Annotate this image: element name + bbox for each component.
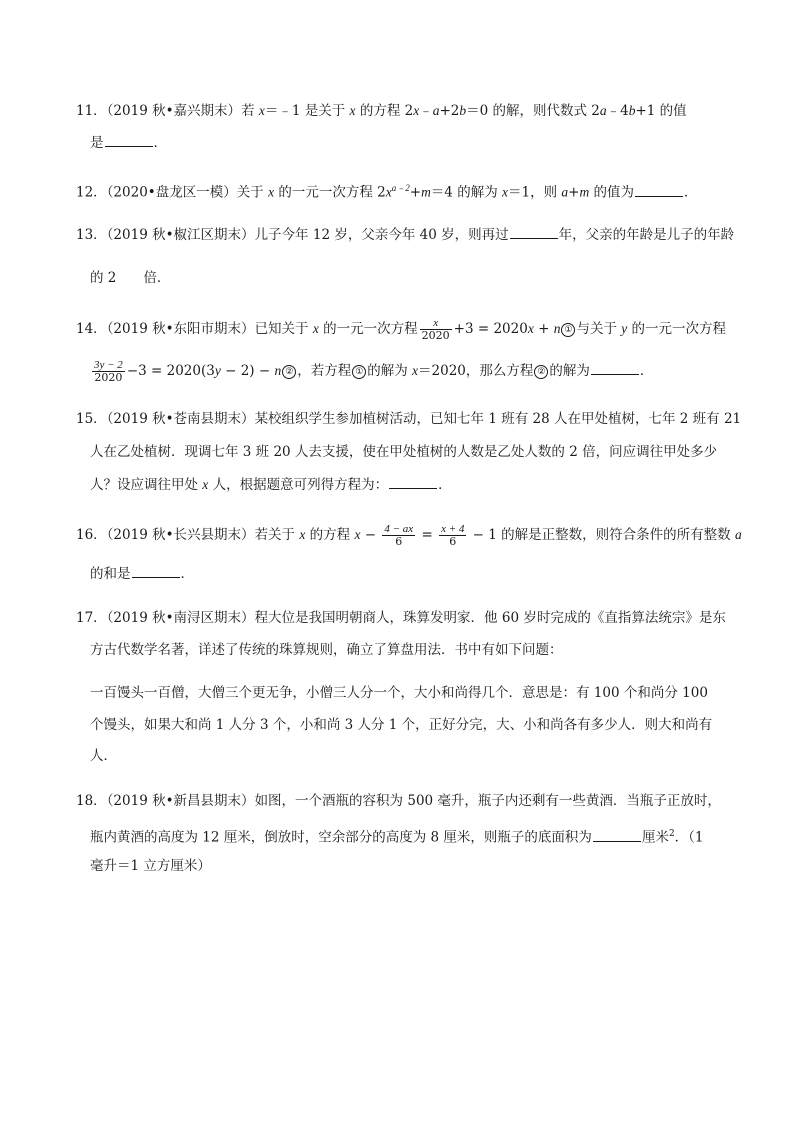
answer-blank[interactable] — [591, 360, 639, 375]
question-15-line-3: 人？设应调往甲处 x 人，根据题意可列得方程为： ． — [90, 474, 452, 495]
question-18-line-3: 毫升＝1 立方厘米） — [90, 858, 211, 874]
question-14-line-1: 14．（2019 秋•东阳市期末）已知关于 x 的一元一次方程 $\frac{x}{2020}$ +3 = 2020x + n ① 与关于 y 的一元一次方程 — [76, 317, 727, 342]
answer-blank[interactable] — [510, 224, 558, 239]
circled-two-icon: ② — [282, 365, 296, 379]
answer-blank[interactable] — [635, 182, 683, 197]
question-13-line-1: 13．（2019 秋•椒江区期末）儿子今年 12 岁，父亲今年 40 岁，则再过 年，父亲的年龄是儿子的年龄 — [76, 224, 734, 245]
question-17-line-2: 方古代数学名著，详述了传统的珠算规则，确立了算盘用法．书中有如下问题： — [90, 642, 563, 658]
question-14-line-2: $\frac{3y - 2}{2020}$ −3 = 2020(3y − 2) − n ② ，若方程 ① 的解为 x＝2020，那么方程 ② 的解为 ． — [94, 359, 654, 384]
question-13-line-2: 的 2 倍． — [90, 270, 171, 286]
fraction: $\frac{3y - 2}{2020}$ — [94, 359, 123, 384]
question-18-line-2: 瓶内黄酒的高度为 12 厘米，倒放时，空余部分的高度为 8 厘米，则瓶子的底面积为 厘米$^2$．（1 — [90, 824, 704, 848]
question-source: （2019 秋•苍南县期末） — [106, 411, 255, 427]
circled-one-icon: ① — [561, 323, 575, 337]
question-source: （2019 秋•长兴县期末） — [106, 527, 255, 543]
question-source: （2019 秋•新昌县期末） — [106, 793, 255, 809]
question-source: （2019 秋•嘉兴期末） — [106, 103, 242, 119]
question-15-line-1: 15．（2019 秋•苍南县期末）某校组织学生参加植树活动，已知七年 1 班有 28 人在甲处植树，七年 2 班有 21 — [76, 411, 742, 427]
question-number: 16． — [76, 527, 107, 543]
fraction: $\frac{x}{2020}$ — [421, 317, 450, 342]
circled-two-icon: ② — [534, 365, 548, 379]
circled-one-icon: ① — [352, 365, 366, 379]
question-source: （2019 秋•椒江区期末） — [106, 227, 255, 243]
answer-blank[interactable] — [593, 827, 641, 842]
question-17-line-3: 一百馒头一百僧，大僧三个更无争，小僧三人分一个，大小和尚得几个．意思是：有 100 个和尚分 100 — [90, 685, 708, 701]
question-source: （2019 秋•南浔区期末） — [106, 610, 255, 626]
fraction: $\frac{x + 4}{6}$ — [441, 523, 465, 548]
question-18-line-1: 18．（2019 秋•新昌县期末）如图，一个酒瓶的容积为 500 毫升，瓶子内还剩有一些黄酒．当瓶子正放时， — [76, 793, 721, 809]
question-12-line-1: 12．（2020•盘龙区一模）关于 x 的一元一次方程 $2x^{a﹣2}+m=4$ 的解为 x＝1，则 a+m 的值为 ． — [76, 183, 698, 201]
question-17-line-1: 17．（2019 秋•南浔区期末）程大位是我国明朝商人，珠算发明家．他 60 岁时完成的《直指算法统宗》是东 — [76, 610, 726, 626]
question-number: 15． — [76, 411, 107, 427]
question-number: 11． — [76, 103, 107, 119]
question-16-line-2: 的和是 ． — [90, 563, 194, 584]
answer-blank[interactable] — [132, 563, 180, 578]
question-number: 14． — [76, 321, 107, 337]
question-16-line-1: 16．（2019 秋•长兴县期末）若关于 x 的方程 x − $\frac{4 - ax}{6}$ = $\frac{x + 4}{6}$ − 1 的解是正整数，则符合条件的所有整数 a — [76, 523, 742, 548]
answer-blank[interactable] — [389, 474, 437, 489]
question-17-line-5: 人． — [90, 748, 117, 764]
question-15-line-2: 人在乙处植树．现调七年 3 班 20 人去支援，使在甲处植树的人数是乙处人数的 2 倍，问应调往甲处多少 — [90, 444, 718, 460]
question-number: 13． — [76, 227, 107, 243]
question-number: 18． — [76, 793, 107, 809]
question-number: 17． — [76, 610, 107, 626]
question-11-line-2: 是 ． — [90, 132, 167, 153]
question-number: 12． — [76, 184, 107, 201]
question-source: （2019 秋•东阳市期末） — [106, 321, 255, 337]
fraction: $\frac{4 - ax}{6}$ — [384, 523, 414, 548]
answer-blank[interactable] — [105, 132, 153, 147]
question-source: （2020•盘龙区一模） — [106, 184, 237, 201]
question-17-line-4: 个馒头，如果大和尚 1 人分 3 个，小和尚 3 人分 1 个，正好分完，大、小和尚各有多少人．则大和尚有 — [90, 717, 713, 733]
question-11-line-1: 11．（2019 秋•嘉兴期末）若 x＝﹣1 是关于 x 的方程 2x﹣a+2b＝0 的解，则代数式 2a﹣4b+1 的值 — [76, 103, 687, 119]
